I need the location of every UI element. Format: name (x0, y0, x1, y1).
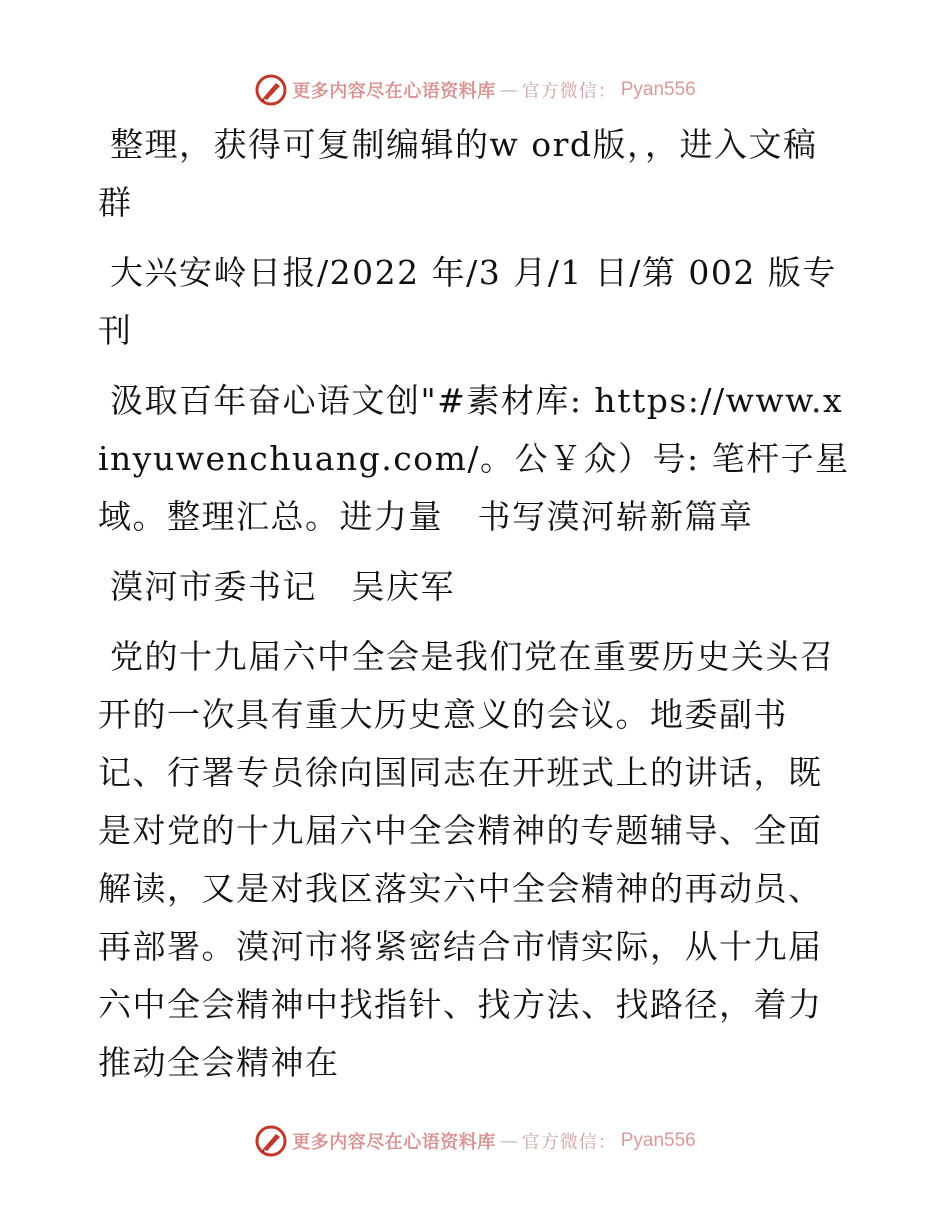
header-watermark (0, 70, 950, 110)
watermark-dash: — (499, 1130, 518, 1152)
watermark-text: 更多内容尽在心语资料库 (292, 81, 496, 102)
watermark-dash: — (499, 79, 518, 101)
watermark-text: 更多内容尽在心语资料库 (292, 1132, 496, 1153)
watermark-official-label: 官方微信： (521, 1132, 617, 1153)
paragraph-source: 大兴安岭日报/2022 年/3 月/1 日/第 002 版专刊 (98, 253, 837, 350)
watermark-official-label: 官方微信： (521, 81, 617, 102)
watermark-wechat-id: Pyan556 (620, 79, 696, 100)
document-body (98, 116, 850, 1104)
pen-logo-icon (254, 73, 288, 107)
paragraph-title: 汲取百年奋心语文创"#素材库: https://www.xinyuwenchuang.com/。公￥众）号: 笔杆子星域。整理汇总。进力量 书写漠河崭新篇章 (98, 381, 850, 536)
footer-watermark (0, 1121, 950, 1161)
paragraph-body: 党的十九届六中全会是我们党在重要历史关头召开的一次具有重大历史意义的会议。地委副书记、行署专员徐向国同志在开班式上的讲话，既是对党的十九届六中全会精神的专题辅导、全面解读，又是对我区落实六中全会精神的再动员、再部署。漠河市将紧密结合市情实际，从十九届六中全会精神中找指针、找方法、找路径，着力推动全会精神在 (98, 637, 835, 1082)
pen-logo-icon (254, 1124, 288, 1158)
paragraph-intro: 整理，获得可复制编辑的w ord版，，进入文稿群 (98, 125, 818, 222)
watermark-wechat-id: Pyan556 (620, 1130, 696, 1151)
paragraph-author: 漠河市委书记 吴庆军 (110, 567, 455, 606)
